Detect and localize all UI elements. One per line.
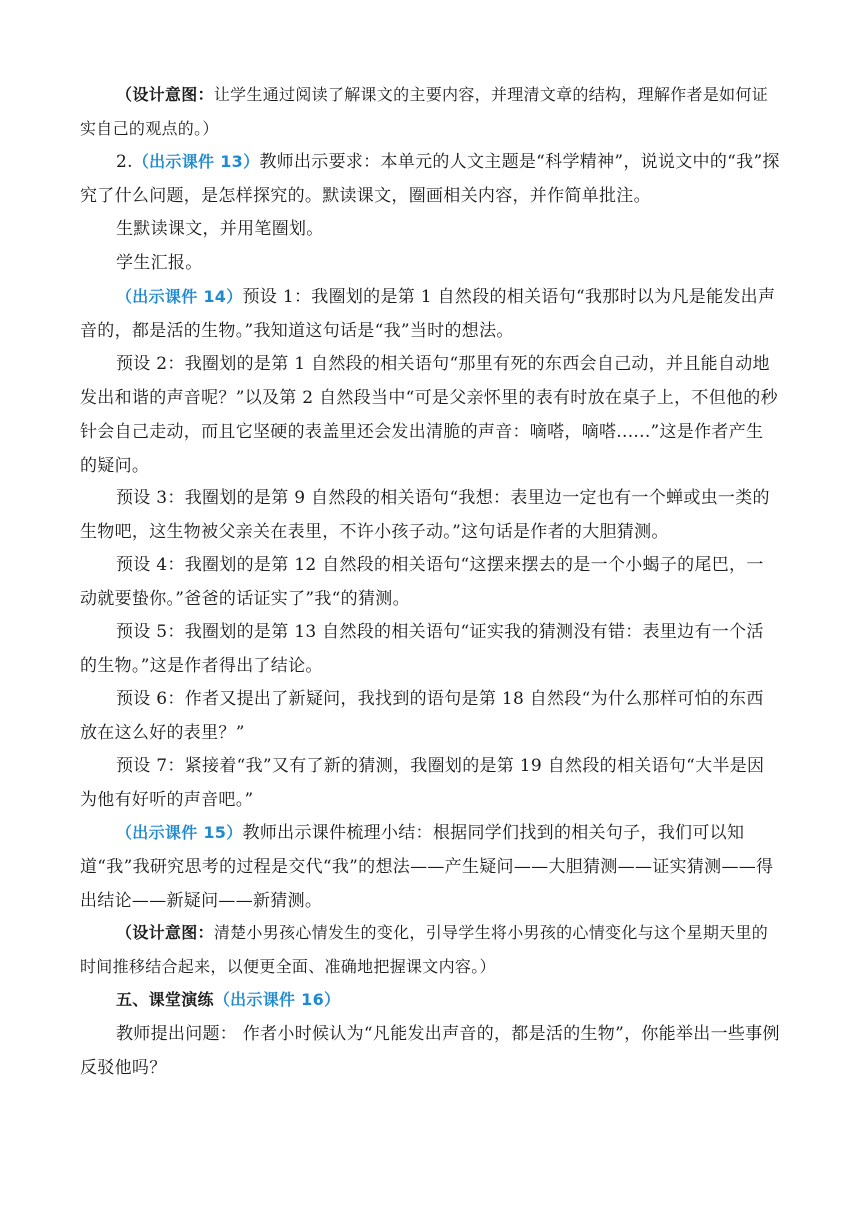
courseware-tag: （出示课件 15）: [116, 823, 243, 842]
paragraph-2: [80, 145, 780, 213]
design-intent-label: 设计意图：: [132, 923, 214, 942]
section-title: 五、课堂演练: [116, 990, 214, 1009]
paragraph-7: 预设 3：我圈划的是第 9 自然段的相关语句“我想：表里边一定也有一个蝉或虫一类的生物吧，这生物被父亲关在表里，不许小孩子动。”这句话是作者的大胆猜测。: [80, 488, 770, 542]
design-intent-paragraph-1: [80, 78, 780, 146]
paragraph-12: [80, 816, 780, 918]
paren-open: （: [116, 923, 133, 942]
courseware-tag: （出示课件 13）: [132, 152, 260, 171]
section-heading: [80, 983, 780, 1017]
paragraph-8: 预设 4：我圈划的是第 12 自然段的相关语句“这摆来摆去的是一个小蝎子的尾巴，一动就要蛰你。”爸爸的话证实了”我“的猜测。: [80, 555, 764, 609]
paragraph-text: 教师出示课件梳理小结：根据同学们找到的相关句子，我们可以知道“我”我研究思考的过程是交代“我”的想法——产生疑问——大胆猜测——证实猜测——得出结论——新疑问——新猜测。: [80, 823, 774, 911]
paragraph-15: 教师提出问题： 作者小时候认为“凡能发出声音的，都是活的生物”，你能举出一些事例反驳他吗？: [80, 1024, 780, 1078]
design-intent-paragraph-2: [80, 916, 780, 984]
paragraph-9: 预设 5：我圈划的是第 13 自然段的相关语句“证实我的猜测没有错：表里边有一个活的生物。”这是作者得出了结论。: [80, 622, 764, 676]
paragraph-10: 预设 6：作者又提出了新疑问，我找到的语句是第 18 自然段“为什么那样可怕的东西放在这么好的表里？”: [80, 689, 764, 743]
item-number: 2.: [116, 152, 133, 172]
paragraph-text: 教师出示要求：本单元的人文主题是“科学精神”，说说文中的“我”探究了什么问题，是怎样探究的。默读课文，圈画相关内容，并作简单批注。: [80, 152, 780, 206]
paragraph-4: 学生汇报。: [116, 253, 203, 273]
paragraph-5: [80, 280, 780, 348]
design-intent-text: 清楚小男孩心情发生的变化，引导学生将小男孩的心情变化与这个星期天里的时间推移结合起来，以便更全面、准确地把握课文内容。）: [80, 923, 769, 976]
design-intent-label: 设计意图：: [132, 85, 214, 104]
courseware-tag: （出示课件 16）: [213, 990, 341, 1009]
design-intent-text: 让学生通过阅读了解课文的主要内容，并理清文章的结构，理解作者是如何证实自己的观点的。）: [80, 85, 769, 138]
paragraph-3: 生默读课文，并用笔圈划。: [116, 219, 324, 239]
paragraph-text: 预设 1：我圈划的是第 1 自然段的相关语句“我那时以为凡是能发出声音的，都是活的生物。”我知道这句话是“我”当时的想法。: [80, 287, 776, 341]
paragraph-6: 预设 2：我圈划的是第 1 自然段的相关语句“那里有死的东西会自己动，并且能自动地发出和谐的声音呢？”以及第 2 自然段当中“可是父亲怀里的表有时放在桌子上，不但他的秒针会自己走动，而且它坚硬的表盖里还会发出清脆的声音：嘀嗒，嘀嗒......”这是作者产生的疑问。: [80, 354, 778, 476]
paren-open: （: [116, 85, 133, 104]
courseware-tag: （出示课件 14）: [116, 287, 243, 306]
paragraph-11: 预设 7：紧接着“我”又有了新的猜测，我圈划的是第 19 自然段的相关语句“大半是因为他有好听的声音吧。”: [80, 756, 765, 810]
